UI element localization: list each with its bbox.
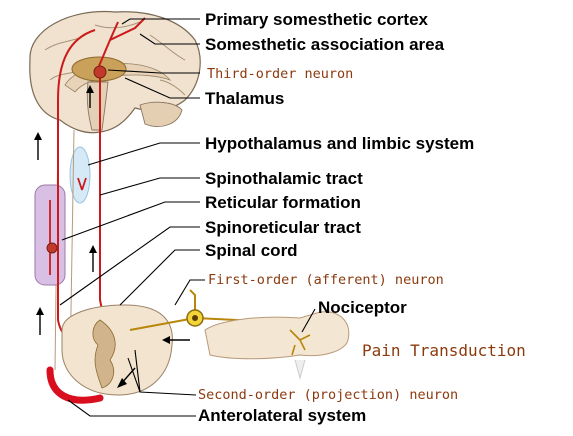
label-nociceptor: Nociceptor bbox=[318, 298, 407, 317]
label-spinal-cord: Spinal cord bbox=[205, 241, 298, 260]
up-arrow-2 bbox=[89, 245, 97, 272]
leader-hypothalamus bbox=[88, 143, 200, 165]
label-anterolateral: Anterolateral system bbox=[198, 406, 367, 425]
cerebellum bbox=[140, 102, 182, 126]
label-primary-cortex: Primary somesthetic cortex bbox=[205, 10, 428, 29]
up-arrow-1 bbox=[34, 132, 42, 160]
third-order-neuron-body bbox=[94, 66, 106, 78]
label-second-order: Second-order (projection) neuron bbox=[198, 387, 459, 403]
diagram-title: Pain Transduction bbox=[362, 341, 526, 360]
reticular-neuron-body bbox=[47, 243, 57, 253]
dorsal-root-ganglion-nucleus bbox=[192, 315, 198, 321]
labels bbox=[198, 10, 526, 425]
label-hypothalamus: Hypothalamus and limbic system bbox=[205, 134, 475, 153]
leader-reticular bbox=[62, 202, 200, 240]
limb bbox=[205, 312, 349, 378]
label-first-order: First-order (afferent) neuron bbox=[208, 272, 444, 288]
label-third-order: Third-order neuron bbox=[207, 66, 354, 82]
leader-spinoreticular bbox=[60, 227, 200, 305]
label-reticular: Reticular formation bbox=[205, 193, 361, 212]
label-association-area: Somesthetic association area bbox=[205, 35, 445, 54]
leader-first-order bbox=[175, 280, 205, 305]
stimulus-pin bbox=[295, 360, 305, 378]
leader-spinothalamic bbox=[100, 178, 200, 195]
cord-white-matter bbox=[62, 305, 172, 395]
cord-cross-section bbox=[62, 305, 172, 395]
leader-spinal-cord bbox=[120, 250, 200, 305]
label-thalamus: Thalamus bbox=[205, 89, 285, 108]
up-arrow-3 bbox=[36, 307, 44, 335]
label-spinoreticular: Spinoreticular tract bbox=[205, 218, 361, 237]
label-spinothalamic: Spinothalamic tract bbox=[205, 169, 363, 188]
